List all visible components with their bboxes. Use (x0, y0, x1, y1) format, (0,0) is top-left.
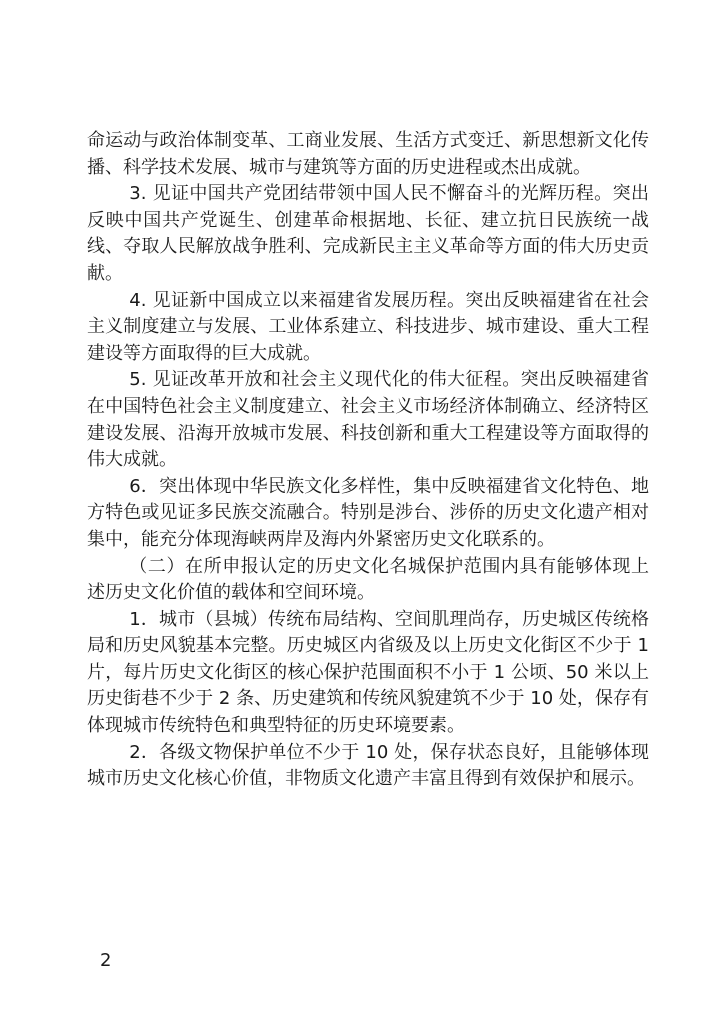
page-number: 2 (100, 950, 112, 971)
paragraph-section-2: （二）在所申报认定的历史文化名城保护范围内具有能够体现上述历史文化价值的载体和空间环境。 (87, 555, 649, 604)
paragraph-subitem-2: 2．各级文物保护单位不少于 10 处，保存状态良好，且能够体现城市历史文化核心价值，非物质文化遗产丰富且得到有效保护和展示。 (87, 741, 649, 790)
paragraph-item-6: 6．突出体现中华民族文化多样性，集中反映福建省文化特色、地方特色或见证多民族交流融合。特别是涉台、涉侨的历史文化遗产相对集中，能充分体现海峡两岸及海内外紧密历史文化联系的。 (87, 475, 649, 550)
body-text (87, 128, 649, 793)
paragraph-item-4: 4. 见证新中国成立以来福建省发展历程。突出反映福建省在社会主义制度建立与发展、工业体系建立、科技进步、城市建设、重大工程建设等方面取得的巨大成就。 (87, 289, 649, 364)
paragraph-item-3: 3. 见证中国共产党团结带领中国人民不懈奋斗的光辉历程。突出反映中国共产党诞生、创建革命根据地、长征、建立抗日民族统一战线、夺取人民解放战争胜利、完成新民主主义革命等方面的伟大历史贡献。 (87, 183, 649, 284)
paragraph-continuation: 命运动与政治体制变革、工商业发展、生活方式变迁、新思想新文化传播、科学技术发展、城市与建筑等方面的历史进程或杰出成就。 (87, 130, 649, 178)
paragraph-subitem-1: 1．城市（县城）传统布局结构、空间肌理尚存，历史城区传统格局和历史风貌基本完整。历史城区内省级及以上历史文化街区不少于 1 片，每片历史文化街区的核心保护范围面积不小于 1 公顷、50 米以上历史街巷不少于 2 条、历史建筑和传统风貌建筑不少于 10 处，保存有体现城市传统特色和典型特征的历史环境要素。 (87, 608, 649, 737)
paragraph-item-5: 5. 见证改革开放和社会主义现代化的伟大征程。突出反映福建省在中国特色社会主义制度建立、社会主义市场经济体制确立、经济特区建设发展、沿海开放城市发展、科技创新和重大工程建设等方面取得的伟大成就。 (87, 369, 649, 471)
